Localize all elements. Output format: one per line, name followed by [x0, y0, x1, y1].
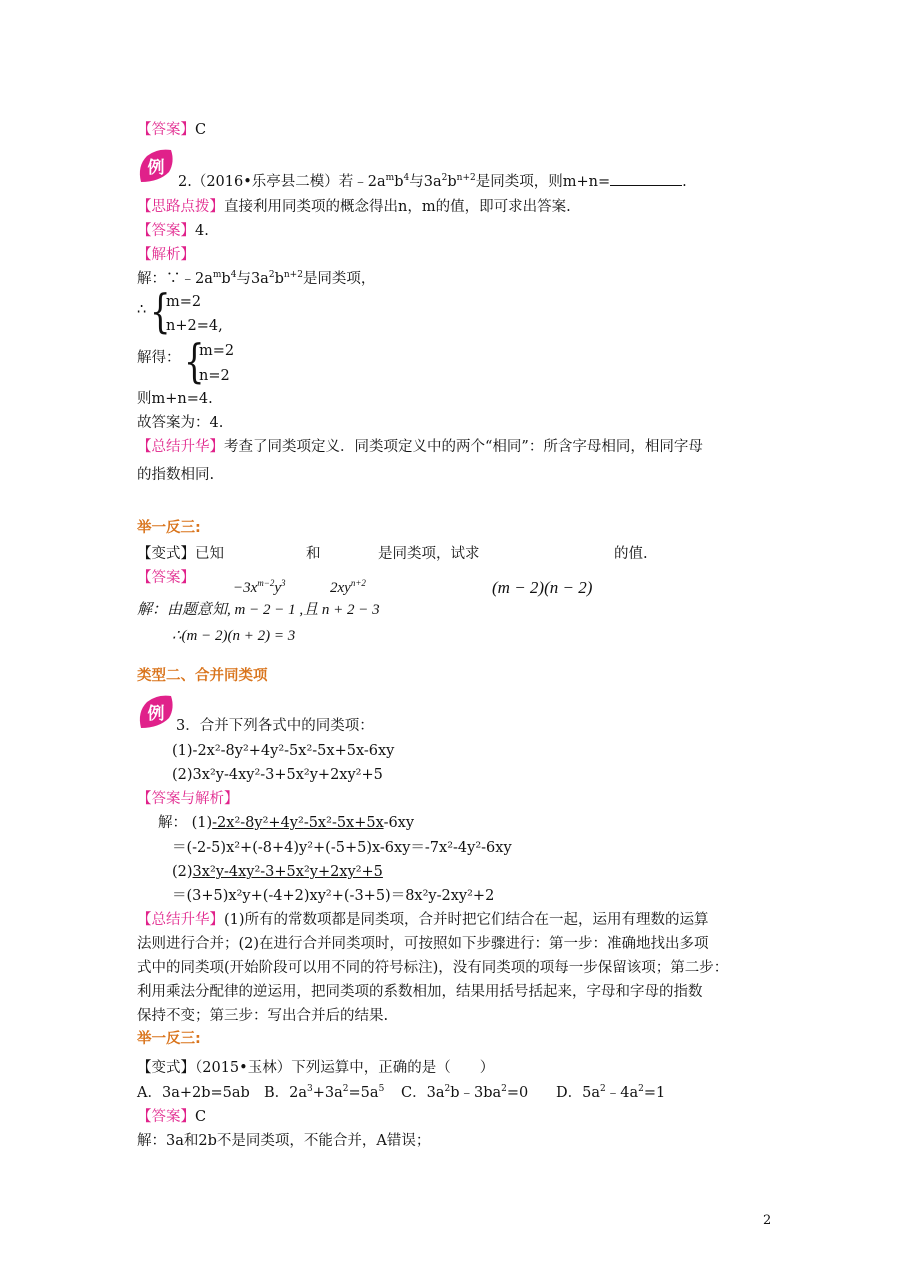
example2-stem: 2.（2016•乐亭县二模）若$﹣2a^mb^4$与$3a^2b^{n+2}$是同类项，则m+n= . [178, 173, 687, 190]
summary2-line1: 【总结升华】(1)所有的常数项都是同类项，合并时把它们结合在一起，运用有理数的运算 [137, 912, 709, 928]
variant1-term1: $-3x^{m-2}y^3$ [233, 578, 286, 596]
final-line: 故答案为：4. [137, 415, 224, 431]
answer-label: 【答案】 [137, 122, 195, 138]
example-badge-icon [137, 694, 175, 730]
variant2-explain: 解：3a和2b不是同类项，不能合并，A错误； [137, 1133, 431, 1149]
variant1-result: ∴(m − 2)(n + 2) = 3 [172, 628, 296, 644]
type2-heading: 类型二、合并同类项 [137, 668, 268, 684]
answer-value: C [195, 122, 207, 138]
variant1-term2: $2xy^{n+2}$ [330, 578, 366, 596]
solution-line1: 解：$\because﹣2a^mb^4$与$3a^2b^{n+2}$是同类项， [137, 270, 376, 287]
summary2-line3: 式中的同类项(开始阶段可以用不同的符号标注)，没有同类项的项每一步保留该项；第二步： [137, 960, 729, 976]
variant1-prefix: 【变式】已知 [137, 546, 224, 562]
page-number: 2 [763, 1213, 772, 1228]
badge-label: 例 [147, 158, 165, 178]
top-answer [137, 120, 206, 140]
then-line: 则m+n=4. [137, 391, 213, 407]
solution3-line1: 解： (1)-2x²-8y²+4y²-5x²-5x+5x-6xy [158, 815, 415, 831]
example3-stem: 3．合并下列各式中的同类项： [176, 718, 374, 734]
practice-heading-1: 举一反三: [137, 520, 201, 536]
example-badge-icon [137, 148, 175, 184]
variant1-and: 和 [306, 546, 321, 562]
variant2-answer: 【答案】C [137, 1109, 207, 1125]
system2-brace: { [184, 334, 205, 388]
summary2-line4: 利用乘法分配律的逆运用，把同类项的系数相加，结果用括号括起来，字母和字母的指数 [137, 984, 703, 1000]
system1-brace: { [150, 284, 171, 338]
summary2-line2: 法则进行合并；(2)在进行合并同类项时，可按照如下步骤进行：第一步：准确地找出多项 [137, 936, 709, 952]
variant2-option-b: B．$2a^3+3a^2=5a^5$ [264, 1084, 385, 1101]
answer-analysis-label: 【答案与解析】 [137, 791, 239, 807]
summary2-line5: 保持不变；第三步：写出合并后的结果. [137, 1008, 389, 1024]
variant2-option-a: A．3a+2b=5ab [137, 1085, 250, 1101]
solution3-line2: ＝(-2-5)x²+(-8+4)y²+(-5+5)x-6xy＝-7x²-4y²-6xy [172, 840, 512, 856]
example3-q1: (1)-2x²-8y²+4y²-5x²-5x+5x-6xy [172, 743, 395, 759]
solve-label: 解得： [137, 350, 181, 366]
variant1-are-like: 是同类项，试求 [378, 546, 480, 562]
variant2-option-d: D．$5a^2﹣4a^2=1$ [556, 1084, 666, 1101]
variant1-value-of: 的值. [614, 546, 648, 562]
system1-bottom: n+2=4, [166, 318, 223, 334]
svg-text:例: 例 [147, 704, 165, 724]
analysis-label: 【解析】 [137, 247, 195, 263]
summary1-line1: 【总结升华】考查了同类项定义．同类项定义中的两个“相同”：所含字母相同，相同字母 [137, 439, 703, 455]
variant1-answer-label: 【答案】 [137, 570, 195, 586]
answer-blank [610, 173, 682, 186]
therefore-symbol: ∴ [137, 302, 147, 318]
hint-line: 【思路点拨】直接利用同类项的概念得出n，m的值，即可求出答案. [137, 199, 571, 215]
summary1-line2: 的指数相同. [137, 467, 215, 483]
answer2-line: 【答案】4. [137, 223, 209, 239]
example3-q2: (2)3x²y-4xy²-3+5x²y+2xy²+5 [172, 767, 383, 783]
system1-top: m=2 [166, 294, 202, 310]
practice-heading-2: 举一反三: [137, 1031, 201, 1047]
variant2-stem: 【变式】（2015•玉林）下列运算中，正确的是（ ） [137, 1060, 495, 1076]
system2-top: m=2 [199, 343, 235, 359]
solution3-line3: (2)3x²y-4xy²-3+5x²y+2xy²+5 [172, 864, 383, 880]
variant1-expression: (m − 2)(n − 2) [492, 578, 593, 597]
variant2-option-c: C．$3a^2b﹣3ba^2=0$ [401, 1084, 529, 1101]
variant1-solution: 解：由题意知, m − 2 − 1 ,且 n + 2 − 3 [137, 602, 380, 618]
solution3-line4: ＝(3+5)x²y+(-4+2)xy²+(-3+5)＝8x²y-2xy²+2 [172, 888, 495, 904]
system2-bottom: n=2 [199, 368, 230, 384]
